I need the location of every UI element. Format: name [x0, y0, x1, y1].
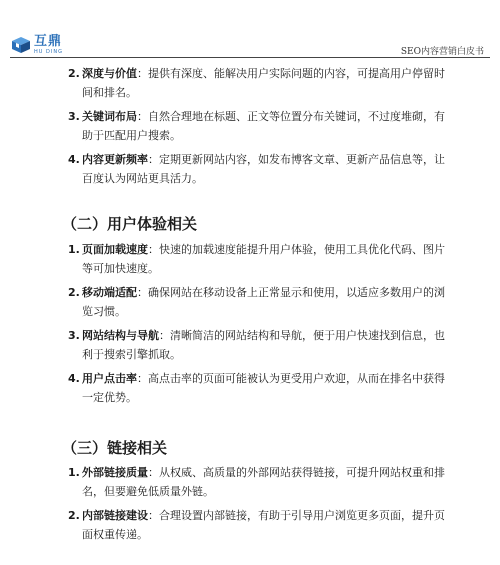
list-number: 2.: [68, 509, 80, 522]
page-header: [0, 0, 500, 62]
list-text: ：高点击率的页面可能被认为更受用户欢迎，从而在排名中获得一定优势。: [82, 372, 445, 404]
logo-en-text: HU DING: [34, 49, 63, 55]
list-term: 页面加载速度: [82, 243, 148, 256]
logo-cn-text: 互鼎: [34, 34, 63, 49]
list-term: 网站结构与导航: [82, 329, 159, 342]
list-text: ：合理设置内部链接，有助于引导用户浏览更多页面，提升页面权重传递。: [82, 509, 445, 541]
list-number: 1.: [68, 466, 80, 479]
list-item: [68, 283, 452, 321]
list-item: [68, 150, 452, 188]
list-number: 3.: [68, 329, 80, 342]
section-heading: （二）用户体验相关: [62, 215, 198, 233]
list-text: ：定期更新网站内容，如发布博客文章、更新产品信息等，让百度认为网站更具活力。: [82, 153, 445, 185]
list-item: [68, 240, 452, 278]
section-heading: （三）链接相关: [62, 439, 168, 457]
list-item: [68, 64, 452, 102]
list-item: [68, 326, 452, 364]
document-title: SEO内容营销白皮书: [400, 47, 484, 57]
list-text: ：快速的加载速度能提升用户体验，使用工具优化代码、图片等可加快速度。: [82, 243, 445, 275]
list-text: ：从权威、高质量的外部网站获得链接，可提升网站权重和排名，但要避免低质量外链。: [82, 466, 445, 498]
list-term: 关键词布局: [82, 110, 137, 123]
list-item: [68, 369, 452, 407]
list-number: 2.: [68, 67, 80, 80]
list-term: 移动端适配: [82, 286, 137, 299]
list-number: 3.: [68, 110, 80, 123]
list-text: ：清晰简洁的网站结构和导航，便于用户快速找到信息，也利于搜索引擎抓取。: [82, 329, 445, 361]
list-item: [68, 107, 452, 145]
list-text: ：提供有深度、能解决用户实际问题的内容，可提高用户停留时间和排名。: [82, 67, 445, 99]
list-term: 深度与价值: [82, 67, 137, 80]
list-term: 用户点击率: [82, 372, 137, 385]
list-number: 4.: [68, 153, 80, 166]
list-item: [68, 463, 452, 501]
list-text: ：自然合理地在标题、正文等位置分布关键词，不过度堆砌，有助于匹配用户搜索。: [82, 110, 445, 142]
list-item: [68, 506, 452, 544]
list-text: ：确保网站在移动设备上正常显示和使用，以适应多数用户的浏览习惯。: [82, 286, 445, 318]
list-number: 1.: [68, 243, 80, 256]
list-term: 内部链接建设: [82, 509, 148, 522]
list-number: 2.: [68, 286, 80, 299]
list-term: 内容更新频率: [82, 153, 148, 166]
header-divider: [10, 57, 490, 58]
list-term: 外部链接质量: [82, 466, 148, 479]
brand-logo: [10, 35, 63, 55]
cube-logo-icon: [10, 36, 32, 54]
list-number: 4.: [68, 372, 80, 385]
